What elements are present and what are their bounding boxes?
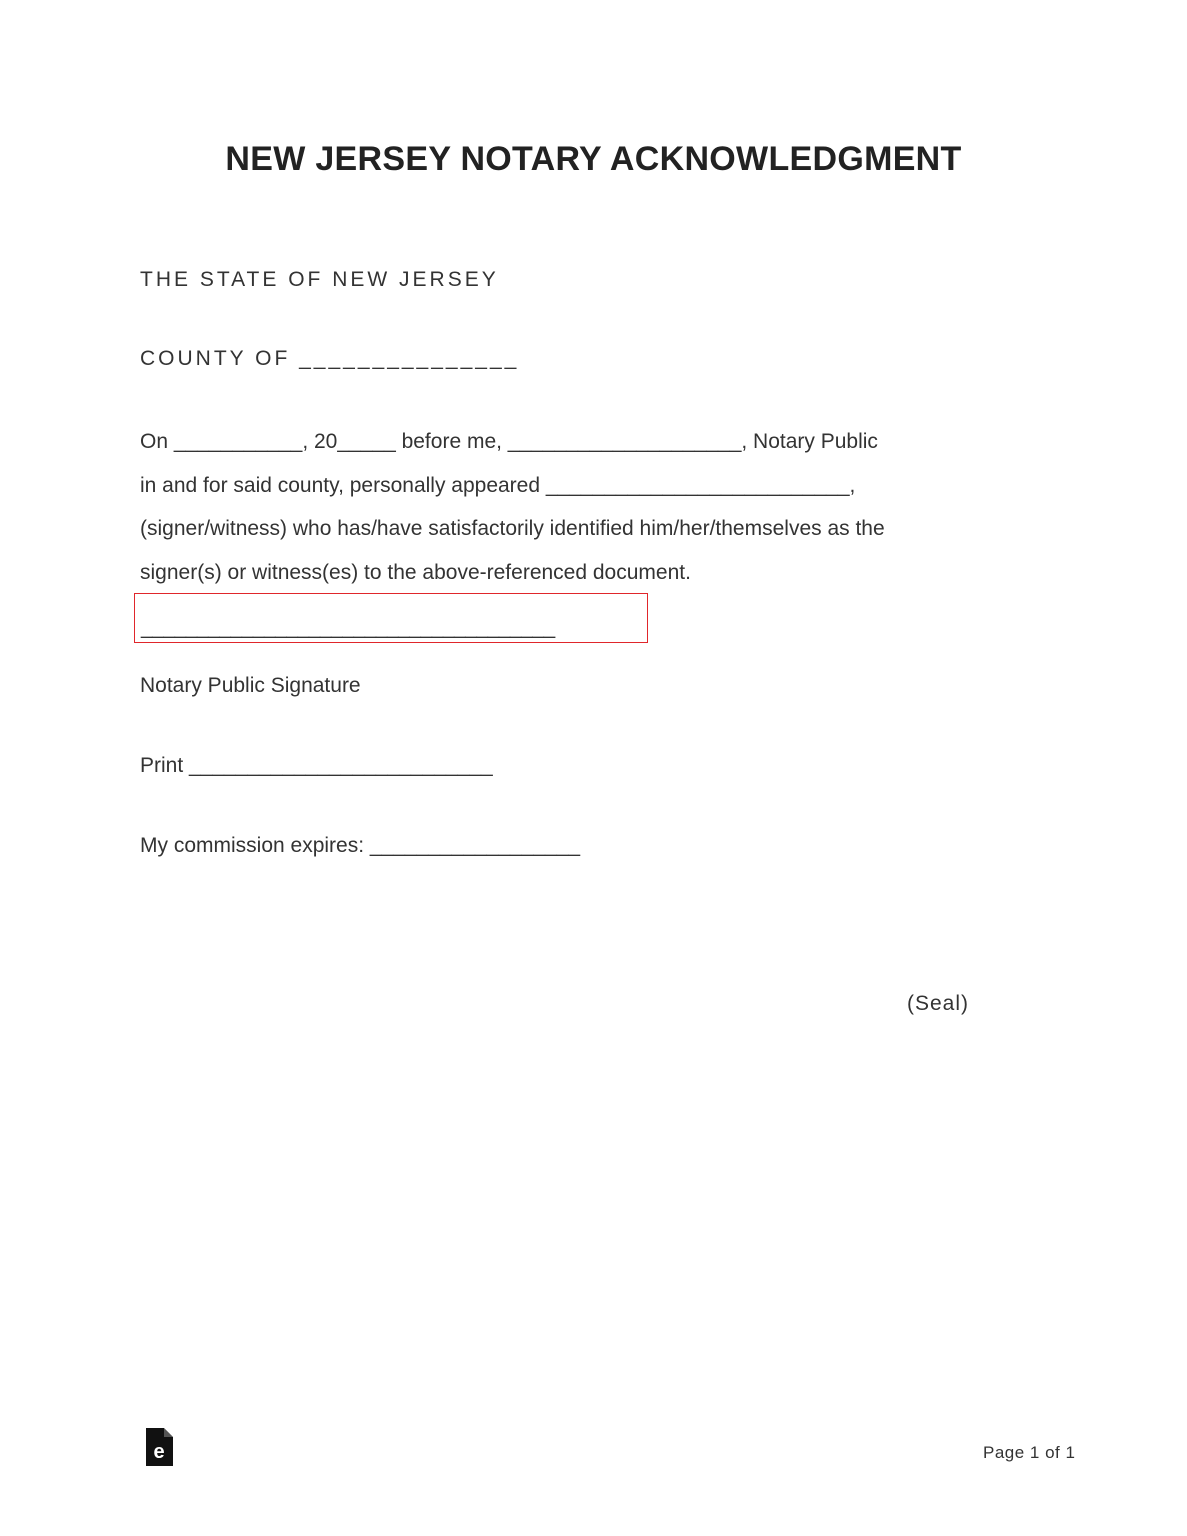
logo-letter: e: [153, 1441, 165, 1463]
signature-label: Notary Public Signature: [140, 674, 361, 697]
state-line: THE STATE OF NEW JERSEY: [140, 268, 499, 291]
county-line: COUNTY OF _______________: [140, 347, 520, 370]
page-number: Page 1 of 1: [983, 1443, 1076, 1462]
print-name-line: Print __________________________: [140, 754, 493, 777]
paragraph-line: On ___________, 20_____ before me, ____________________, Notary Public: [140, 430, 878, 453]
paragraph-line: signer(s) or witness(es) to the above-referenced document.: [140, 560, 691, 584]
paragraph-line: in and for said county, personally appeared __________________________,: [140, 473, 856, 497]
paragraph-line: (signer/witness) who has/have satisfactorily identified him/her/themselves as the: [140, 517, 885, 540]
document-title: NEW JERSEY NOTARY ACKNOWLEDGMENT: [225, 140, 962, 178]
seal-label: (Seal): [907, 992, 970, 1015]
commission-expires-line: My commission expires: __________________: [140, 834, 581, 857]
acknowledgment-paragraph: [140, 420, 1060, 594]
signature-field[interactable]: [134, 593, 648, 643]
eforms-logo-icon: [146, 1428, 173, 1466]
signature-line: _____________________________________: [141, 616, 555, 639]
